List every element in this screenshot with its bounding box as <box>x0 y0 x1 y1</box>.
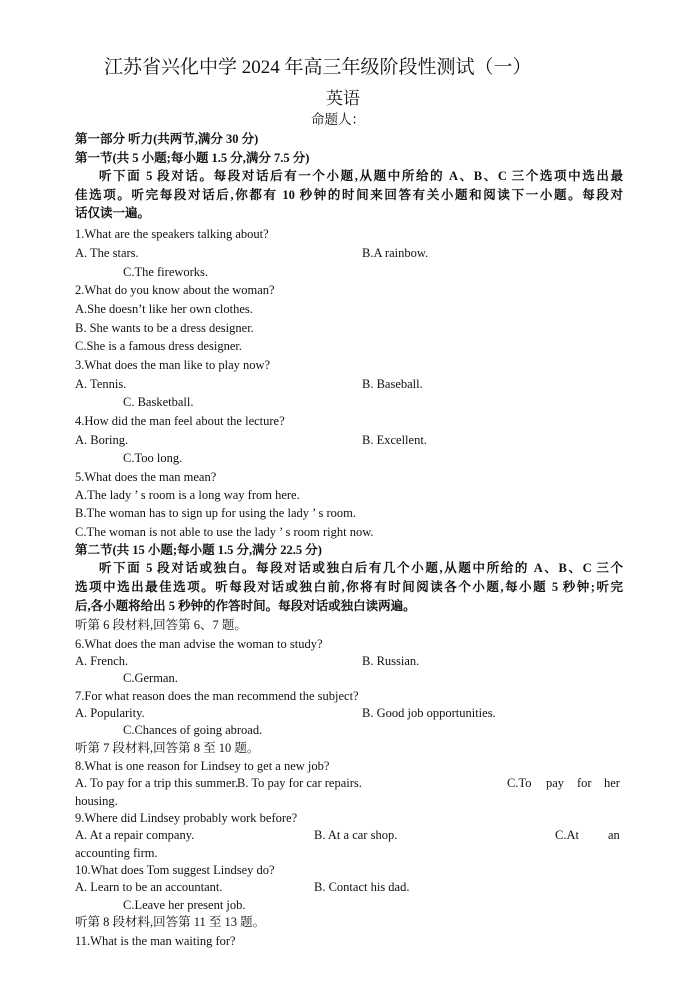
group-6-heading: 听第 6 段材料,回答第 6、7 题。 <box>75 618 247 632</box>
q5-option-a: A.The lady ’ s room is a long way from here. <box>75 488 300 502</box>
section2-instructions-line1: 听下面 5 段对话或独白。每段对话或独白后有几个小题,从题中所给的 A、B、C 三个 <box>99 561 623 575</box>
q6-option-b: B. Russian. <box>362 654 420 668</box>
q7-option-a: A. Popularity. <box>75 706 145 720</box>
q3-option-b: B. Baseball. <box>362 377 423 391</box>
q10-option-a: A. Learn to be an accountant. <box>75 880 223 894</box>
q7-option-b: B. Good job opportunities. <box>362 706 496 720</box>
q10-option-c: C.Leave her present job. <box>123 898 246 912</box>
q8-option-c-word2: pay <box>546 776 565 790</box>
subject-title: 英语 <box>326 89 360 108</box>
q8-option-c-continued: housing. <box>75 794 118 808</box>
author-line: 命题人： <box>311 112 365 127</box>
q3-option-c: C. Basketball. <box>123 395 194 409</box>
q9-option-c-continued: accounting firm. <box>75 846 158 860</box>
section2-heading: 第二节(共 15 小题;每小题 1.5 分,满分 22.5 分) <box>75 543 322 557</box>
q5-option-b: B.The woman has to sign up for using the lady ’ s room. <box>75 506 356 520</box>
q5-option-c: C.The woman is not able to use the lady ’ s room right now. <box>75 525 374 539</box>
question-9: 9.Where did Lindsey probably work before? <box>75 811 298 825</box>
q8-option-b: B. To pay for car repairs. <box>237 776 362 790</box>
q1-option-a: A. The stars. <box>75 246 139 260</box>
section1-instructions-line2: 佳选项。听完每段对话后,你都有 10 秒钟的时间来回答有关小题和阅读下一小题。每段对 <box>75 188 623 202</box>
q2-option-b: B. She wants to be a dress designer. <box>75 321 254 335</box>
q10-option-b: B. Contact his dad. <box>314 880 410 894</box>
q9-option-a: A. At a repair company. <box>75 828 195 842</box>
question-5: 5.What does the man mean? <box>75 470 217 484</box>
exam-title: 江苏省兴化中学 2024 年高三年级阶段性测试（一） <box>104 57 532 78</box>
q8-option-c-word3: for <box>577 776 592 790</box>
question-11: 11.What is the man waiting for? <box>75 934 236 948</box>
section1-heading: 第一节(共 5 小题;每小题 1.5 分,满分 7.5 分) <box>75 151 310 165</box>
q8-option-c-word4: her <box>604 776 620 790</box>
q7-option-c: C.Chances of going abroad. <box>123 723 263 737</box>
q4-option-a: A. Boring. <box>75 433 129 447</box>
question-1: 1.What are the speakers talking about? <box>75 227 269 241</box>
section2-instructions-line3: 后,各小题将给出 5 秒钟的作答时间。每段对话或独白读两遍。 <box>75 599 416 613</box>
question-2: 2.What do you know about the woman? <box>75 283 275 297</box>
q2-option-c: C.She is a famous dress designer. <box>75 339 242 353</box>
q1-option-c: C.The fireworks. <box>123 265 209 279</box>
q8-option-a: A. To pay for a trip this summer. <box>75 776 239 790</box>
group-7-heading: 听第 7 段材料,回答第 8 至 10 题。 <box>75 741 260 755</box>
part1-heading: 第一部分 听力(共两节,满分 30 分) <box>75 132 259 146</box>
question-3: 3.What does the man like to play now? <box>75 358 271 372</box>
group-8-heading: 听第 8 段材料,回答第 11 至 13 题。 <box>75 915 266 929</box>
question-8: 8.What is one reason for Lindsey to get a new job? <box>75 759 330 773</box>
question-4: 4.How did the man feel about the lecture? <box>75 414 285 428</box>
section2-instructions-line2: 选项中选出最佳选项。听每段对话或独白前,你将有时间阅读各个小题,每小题 5 秒钟;听完 <box>75 580 623 594</box>
q6-option-c: C.German. <box>123 671 178 685</box>
question-10: 10.What does Tom suggest Lindsey do? <box>75 863 275 877</box>
section1-instructions-line3: 话仅读一遍。 <box>75 206 151 220</box>
q9-option-c-word1: C.At <box>555 828 579 842</box>
q2-option-a: A.She doesn’t like her own clothes. <box>75 302 253 316</box>
q9-option-c-word2: an <box>608 828 620 842</box>
q6-option-a: A. French. <box>75 654 129 668</box>
section1-instructions-line1: 听下面 5 段对话。每段对话后有一个小题,从题中所给的 A、B、C 三个选项中选出最 <box>99 169 623 183</box>
q4-option-b: B. Excellent. <box>362 433 427 447</box>
question-7: 7.For what reason does the man recommend the subject? <box>75 689 359 703</box>
q9-option-b: B. At a car shop. <box>314 828 398 842</box>
q8-option-c-word1: C.To <box>507 776 532 790</box>
q3-option-a: A. Tennis. <box>75 377 127 391</box>
q4-option-c: C.Too long. <box>123 451 183 465</box>
q1-option-b: B.A rainbow. <box>362 246 429 260</box>
question-6: 6.What does the man advise the woman to study? <box>75 637 323 651</box>
